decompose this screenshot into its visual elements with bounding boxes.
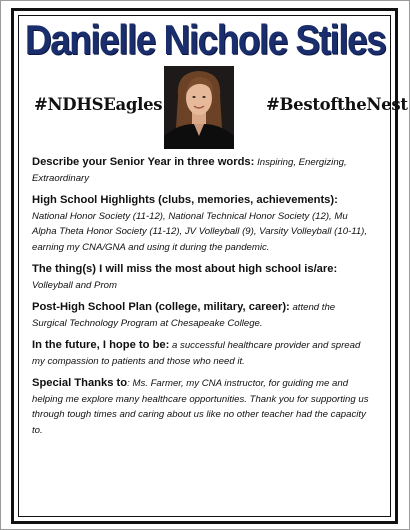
section-highlights [32, 193, 372, 255]
question-label: In the future, I hope to be: [32, 339, 170, 351]
questionnaire [32, 155, 372, 445]
question-label: The thing(s) I will miss the most about high school is/are: [32, 263, 338, 275]
section-post-high-school-plan [32, 300, 372, 331]
section-senior-year [32, 155, 372, 186]
question-label: Special Thanks to [32, 377, 128, 389]
hashtag-left: #NDHSEagles [34, 95, 163, 114]
section-special-thanks [32, 376, 372, 438]
section-future [32, 338, 372, 369]
hashtag-right: #BestoftheNest [266, 95, 408, 114]
answer-text: Volleyball and Prom [32, 279, 117, 291]
question-label: High School Highlights (clubs, memories, achievements): [32, 194, 338, 206]
answer-text: National Honor Society (11-12), National Technical Honor Society (12), Mu Alpha Theta Honor Society (11-12), JV Volleyball (9), Varsity Volleyball (10-11), earning my CNA/GNA and using it during the pandemic. [32, 210, 368, 253]
section-miss-most [32, 262, 372, 293]
answer-text: a successful healthcare provider and spread my compassion to patients and those who need it. [32, 340, 361, 367]
portrait-icon [164, 66, 234, 149]
senior-portrait-photo [164, 66, 234, 149]
question-label: Post-High School Plan (college, military, career): [32, 301, 290, 313]
answer-text: Inspiring, Energizing, Extraordinary [32, 157, 347, 184]
student-name-title: Danielle Nichole Stiles [24, 17, 386, 63]
answer-text: : Ms. Farmer, my CNA instructor, for guiding me and helping me explore many healthcare opportunities. Thank you for supporting us through tough times and caring about us like no other teacher had the capacity to. [32, 378, 369, 436]
answer-text: attend the Surgical Technology Program at Chesapeake College. [32, 302, 336, 329]
question-label: Describe your Senior Year in three words: [32, 156, 255, 168]
